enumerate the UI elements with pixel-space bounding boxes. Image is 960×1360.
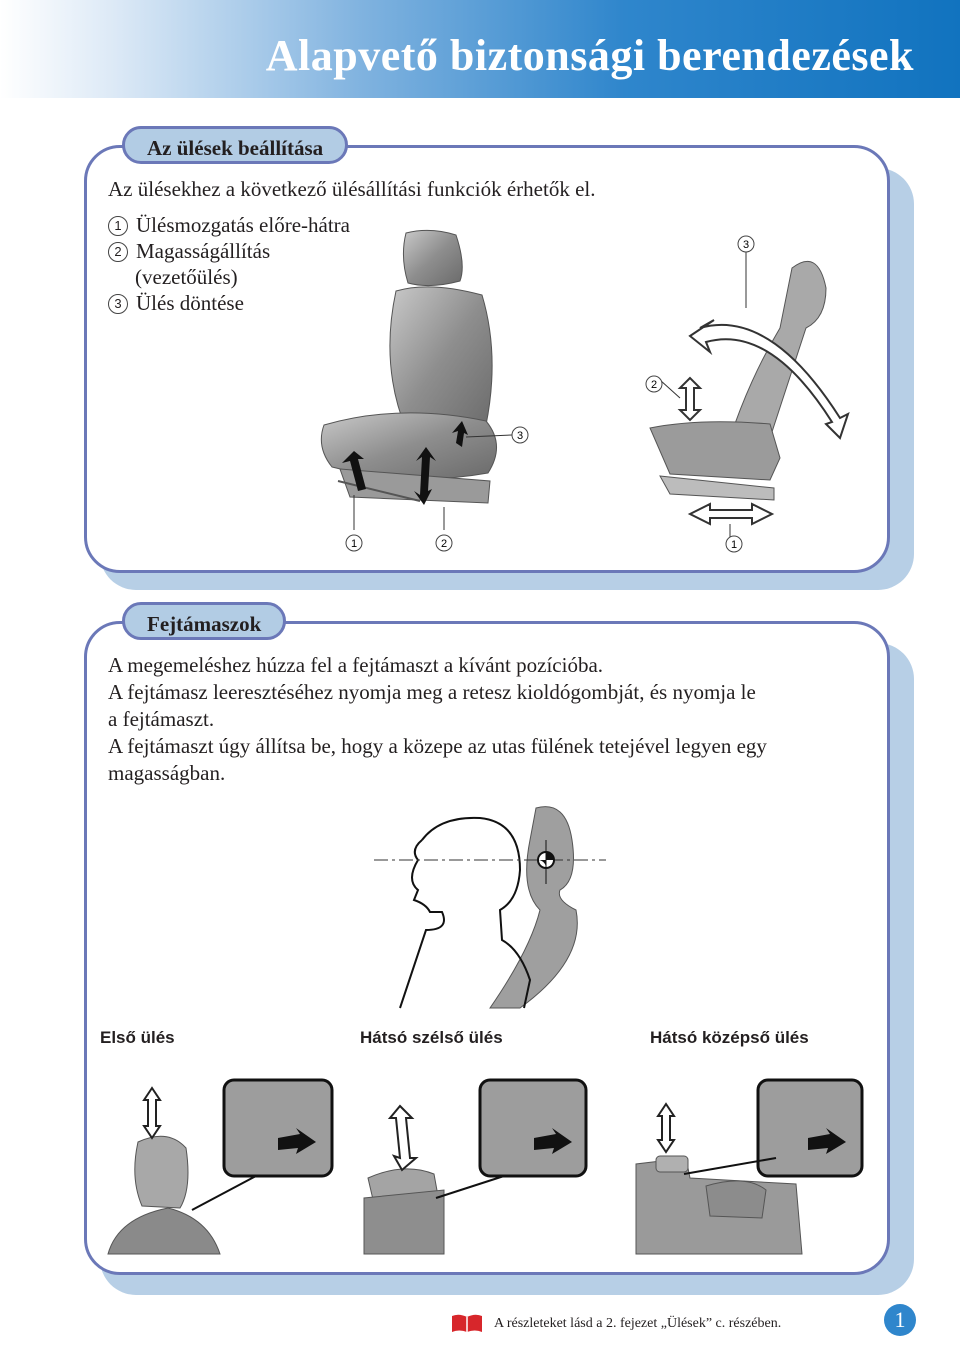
headrest-instructions [108,652,868,787]
callout-2-front: 2 [440,538,448,550]
paragraph-line: magasságban. [108,761,226,785]
seats-intro: Az ülésekhez a következő ülésállítási funkciók érhetők el. [108,177,596,201]
paragraph-line: A fejtámasz leeresztéséhez nyomja meg a retesz kioldógombját, és nyomja le [108,680,756,704]
paragraph-line: a fejtámaszt. [108,707,215,731]
page-header [0,0,960,98]
paragraph-line: A megemeléshez húzza fel a fejtámaszt a kívánt pozícióba. [108,653,604,677]
item-number: 1 [108,216,128,236]
caption-rear-center-seat: Hátsó középső ülés [650,1028,809,1047]
item-number: 2 [108,242,128,262]
item-number: 3 [108,294,128,314]
rear-outer-headrest-illustration [364,1078,590,1254]
callout-2-side: 2 [650,379,658,391]
front-headrest-illustration [108,1078,334,1254]
callout-3-front: 3 [516,430,524,442]
rear-center-headrest-illustration [636,1078,866,1254]
item-label: Ülés döntése [136,291,244,315]
caption-front-seat: Első ülés [100,1028,175,1047]
caption-rear-outer-seat: Hátsó szélső ülés [360,1028,503,1047]
seats-section-tab: Az ülések beállítása [122,126,348,164]
page-number: 1 [884,1304,916,1336]
footer-reference-note: A részleteket lásd a 2. fejezet „Ülések” c. részében. [494,1316,782,1331]
item-label: (vezetőülés) [135,265,238,289]
callout-1-front: 1 [350,538,358,550]
paragraph-line: A fejtámaszt úgy állítsa be, hogy a közepe az utas fülének tetejével legyen egy [108,734,767,758]
head-position-diagram [370,800,610,1010]
headrest-section-tab: Fejtámaszok [122,602,286,640]
book-icon [451,1313,483,1333]
page-title: Alapvető biztonsági berendezések [265,31,914,80]
item-label: Ülésmozgatás előre-hátra [136,213,350,237]
side-seat-illustration [630,228,880,558]
callout-3-side: 3 [742,239,750,251]
callout-1-side: 1 [730,539,738,551]
item-label: Magasságállítás [136,239,271,263]
callout-line [660,380,680,398]
front-seat-illustration [310,225,540,555]
